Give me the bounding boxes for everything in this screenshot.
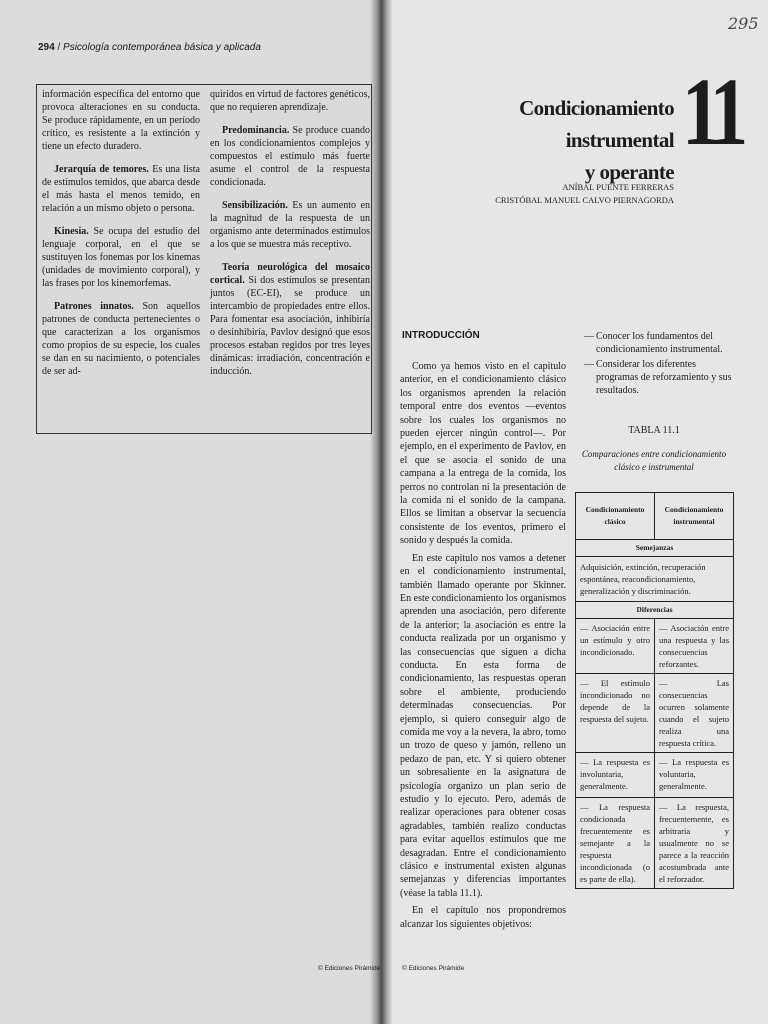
- glossary-definition: información específica del entorno que provoca alteraciones en su conducta. Se produce rápidamente, en un período crítico, es resistente a la extinción y tiene un efecto duradero.: [42, 89, 200, 152]
- paragraph: En el capítulo nos propondremos alcanzar los siguientes objetivos:: [400, 905, 566, 930]
- table-group-row: [576, 602, 734, 619]
- running-head-separator: /: [57, 42, 61, 53]
- table-cell: — La respuesta es voluntaria, generalmente.: [655, 753, 734, 798]
- book-gutter: [370, 0, 392, 1024]
- dash-bullet: —: [584, 331, 594, 342]
- objective-item: [584, 330, 736, 356]
- body-text: [400, 360, 566, 931]
- table-header-instrumental: Condicionamiento instrumental: [655, 493, 734, 540]
- book-title: Psicología contemporánea básica y aplicada: [63, 42, 261, 53]
- table-header-classical: Condicionamiento clásico: [576, 493, 655, 540]
- table-row: [576, 557, 734, 602]
- chapter-number: 11: [682, 58, 742, 165]
- objective-text: Considerar los diferentes programas de reforzamiento y sus resultados.: [596, 359, 732, 396]
- table-header-row: [576, 493, 734, 540]
- table-cell: — Asociación entre una respuesta y las consecuencias reforzantes.: [655, 619, 734, 674]
- author-2: CRISTÓBAL MANUEL CALVO PIERNAGORDA: [495, 195, 674, 205]
- glossary-term: Predominancia.: [222, 125, 290, 136]
- comparison-table: [575, 492, 734, 889]
- table-row: [576, 674, 734, 753]
- table-caption: Comparaciones entre condicionamiento clásico e instrumental: [581, 449, 727, 472]
- page-number: 294: [38, 42, 55, 53]
- table-row: [576, 753, 734, 798]
- glossary-definition: Son aquellos patrones de conducta pertenecientes o que caracterizan a los organismos como propios de su especie, los cuales se dan en su nacimiento, o potenciales de ser ad-: [42, 301, 200, 377]
- table-cell: — La respuesta, frecuentemente, es arbitraria y usualmente no se parece a la reacción acostumbrada ante el reforzador.: [655, 798, 734, 889]
- glossary-entry: [42, 88, 200, 153]
- glossary-definition: Es una lista de estímulos temidos, que abarca desde el más hasta el menos temido, en relación a un mismo objeto o persona.: [42, 164, 200, 214]
- handwritten-page-number: 295: [728, 14, 759, 33]
- glossary-column-1: [42, 88, 200, 388]
- objective-item: [584, 358, 736, 397]
- glossary-definition: Se ocupa del estudio del lenguaje corporal, en el que se sustituyen los fonemas por los kinemas (unidades de movimiento corporal), y las frases por los kinemorfemas.: [42, 226, 200, 289]
- left-page-footer: © Ediciones Pirámide: [318, 965, 381, 972]
- glossary-definition: Es un aumento en la magnitud de la respuesta de un organismo ante determinados estímulos a los que se muestra más receptivo.: [210, 200, 370, 250]
- right-page-footer: © Ediciones Pirámide: [402, 965, 465, 972]
- section-heading: INTRODUCCIÓN: [402, 330, 480, 341]
- glossary-definition: Se produce cuando en los condicionamientos complejos y compuestos el estímulo más fuerte asume el control de la respuesta condicionada.: [210, 125, 370, 188]
- chapter-title-line-1: Condicionamiento instrumental: [519, 96, 674, 152]
- glossary-entry: [42, 163, 200, 215]
- chapter-title-line-2: y operante: [584, 160, 674, 184]
- glossary-definition: quiridos en virtud de factores genéticos, que no requieren aprendizaje.: [210, 89, 370, 113]
- table-cell: — El estímulo incondicionado no depende de la respuesta del sujeto.: [576, 674, 655, 753]
- table-row: [576, 798, 734, 889]
- glossary-column-2: [210, 88, 370, 388]
- table-cell: — Asociación entre un estímulo y otro incondicionado.: [576, 619, 655, 674]
- glossary-definition: Si dos estímulos se presentan juntos (EC-EI), se produce un intercambio de propiedades entre ellos. Para fomentar esa asociación, inhibiría o desinhibiría, Pavlov designó que esos procesos estaban regidos por tres leyes dinámicas: irradiación, concentración e inducción.: [210, 275, 370, 377]
- similarities-text: Adquisición, extinción, recuperación espontánea, reacondicionamiento, generalización y discriminación.: [576, 557, 734, 602]
- glossary-term: Sensibilización.: [222, 200, 288, 211]
- glossary-term: Patrones innatos.: [54, 301, 134, 312]
- author-1: ANÍBAL PUENTE FERRERAS: [562, 182, 674, 192]
- glossary-entry: [210, 88, 370, 114]
- paragraph: En este capítulo nos vamos a detener en el condicionamiento instrumental, también llamado operante por Skinner. En este condicionamiento los organismos aprenden una asociación, pero diferente de la anterior; la asociación es entre la conducta realizada por un organismo y las consecuencias que siguen a dicha conducta. En esta forma de condicionamiento, las respuestas operan sobre el ambiente, produciendo determinadas consecuencias. Por ejemplo, si quiero conseguir algo de comida me voy a la nevera, la abro, tomo un trozo de queso y jamón, relleno un pedazo de pan, etc. Y si quiero obtener un sobresaliente en la asignatura de psicología organizo un plan serio de estudio y lo ejecuto. Pero, además de realizar operaciones para obtener cosas agradables, también realizo conductas para evitar aquellos estímulos que me desagradan. Entre el condicionamiento clásico e instrumental existen algunas semejanzas y diferencias importantes (véase la tabla 11.1).: [400, 552, 566, 899]
- authors: [470, 181, 674, 207]
- glossary-entry: [210, 124, 370, 189]
- chapter-title: [440, 92, 674, 188]
- glossary-term: Kinesia.: [54, 226, 89, 237]
- table-group-row: [576, 540, 734, 557]
- paragraph: Como ya hemos visto en el capítulo anterior, en el condicionamiento clásico los organismos aprenden la relación temporal entre dos eventos —eventos sobre los cuales los organismos no pueden ejercer ningún control—. Por ejemplo, en el experimento de Pavlov, en el que se asocia el sonido de una campana a la entrega de la comida, los perros no controlan ni la presentación de la comida ni el sonido de la campana. Ellos se limitan a observar la secuencia consistente de los eventos, primero el sonido y después la comida.: [400, 361, 566, 547]
- dash-bullet: —: [584, 359, 594, 370]
- similarities-label: Semejanzas: [576, 540, 734, 557]
- objectives-list: [584, 330, 736, 399]
- glossary-entry: [42, 225, 200, 290]
- objective-text: Conocer los fundamentos del condicionamiento instrumental.: [596, 331, 723, 355]
- table-cell: — Las consecuencias ocurren solamente cuando el sujeto realiza una respuesta crítica.: [655, 674, 734, 753]
- glossary-entry: [42, 300, 200, 378]
- glossary-term: Teoría neurológica del mosaico cortical.: [210, 262, 370, 286]
- running-head: [38, 42, 261, 53]
- table-cell: — La respuesta condicionada frecuentemente es semejante a la respuesta incondicionada (o es parte de ella).: [576, 798, 655, 889]
- table-row: [576, 619, 734, 674]
- glossary-entry: [210, 261, 370, 378]
- differences-label: Diferencias: [576, 602, 734, 619]
- table-cell: — La respuesta es involuntaria, generalmente.: [576, 753, 655, 798]
- glossary-term: Jerarquía de temores.: [54, 164, 149, 175]
- table-label: TABLA 11.1: [628, 425, 680, 436]
- glossary-entry: [210, 199, 370, 251]
